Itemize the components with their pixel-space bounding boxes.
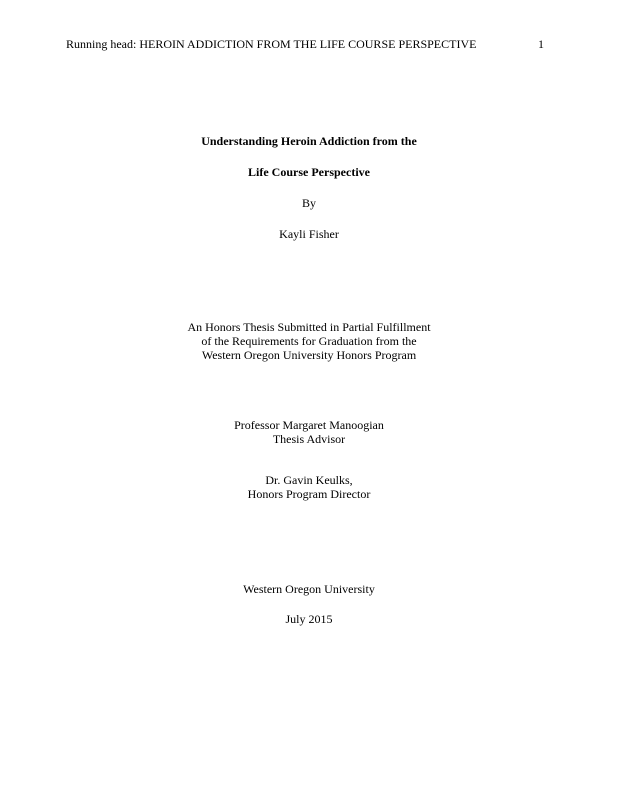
director-name: Dr. Gavin Keulks, <box>265 473 353 487</box>
author: Kayli Fisher <box>279 227 339 241</box>
advisor-role: Thesis Advisor <box>272 432 346 446</box>
running-head: Running head: HEROIN ADDICTION FROM THE LIFE COURSE PERSPECTIVE <box>66 37 477 51</box>
submission-line-1: An Honors Thesis Submitted in Partial Fulfillment <box>187 320 431 334</box>
submission-line-3: Western Oregon University Honors Program <box>201 348 417 362</box>
institution: Western Oregon University <box>243 582 375 596</box>
page-number: 1 <box>538 37 544 51</box>
by-label: By <box>301 196 316 210</box>
submission-line-2: of the Requirements for Graduation from the <box>201 334 417 348</box>
title-line-2: Life Course Perspective <box>248 165 370 179</box>
title-line-1: Understanding Heroin Addiction from the <box>201 134 417 148</box>
director-role: Honors Program Director <box>247 487 371 501</box>
date: July 2015 <box>285 612 333 626</box>
advisor-name: Professor Margaret Manoogian <box>234 418 384 432</box>
